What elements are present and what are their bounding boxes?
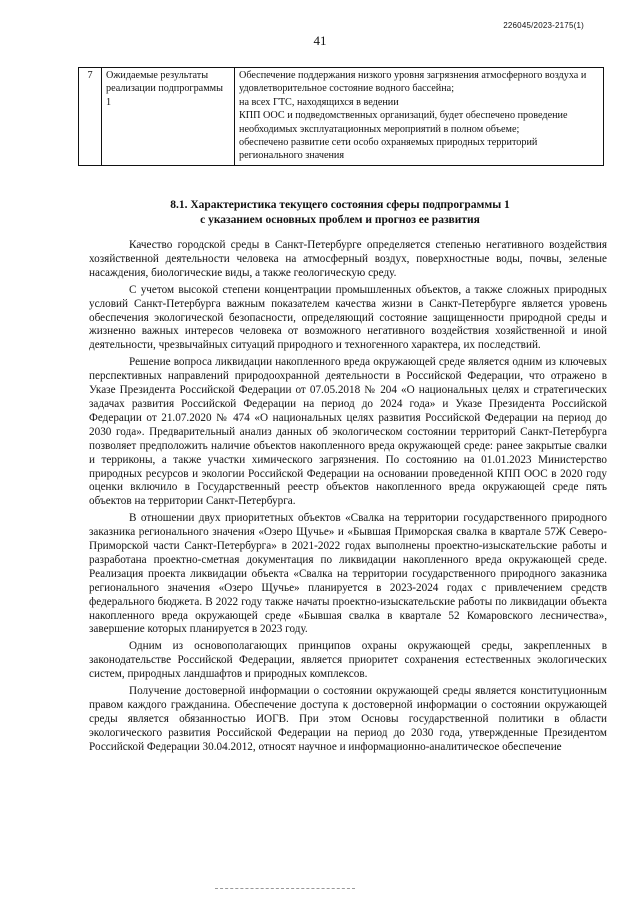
section-title-line1: 8.1. Характеристика текущего состояния сферы подпрограммы 1	[170, 199, 510, 211]
row-name: Ожидаемые результаты реализации подпрограммы 1	[102, 68, 235, 166]
paragraph: Получение достоверной информации о состоянии окружающей среды является конституционным правом каждого гражданина. Обеспечение доступа к достоверной информации о состоянии окружающей среды является обязанностью ИОГВ. При этом Основы государственной политики в области экологического развития Российской Федерации на период до 2030 года, утвержденные Президентом Российской Федерации 30.04.2012, относят научное и информационно-аналитическое обеспечение	[89, 685, 607, 753]
body-text	[89, 239, 607, 758]
row-value-line: Обеспечение поддержания низкого уровня загрязнения атмосферного воздуха и удовлетворительное состояние водного бассейна;	[239, 70, 587, 95]
section-heading	[95, 198, 585, 228]
paragraph: Решение вопроса ликвидации накопленного вреда окружающей среде является одним из ключевых перспективных направлений природоохранной деятельности в Российской Федерации, что отражено в Указе Президента Российской Федерации от 07.05.2018 № 204 «О национальных целях и стратегических задачах развития Российской Федерации на период до 2024 года» и Указе Президента Российской Федерации от 21.07.2020 № 474 «О национальных целях развития Российской Федерации на период до 2030 года». Предварительный анализ данных об экологическом состоянии территорий Санкт-Петербурга позволяет предположить наличие объектов накопленного вреда окружающей среде: ранее закрытые свалки и терриконы, а также участки химического загрязнения. По состоянию на 01.01.2023 Министерство природных ресурсов и экологии Российской Федерации на основании проведенной КПП ООС в 2020 году оценки включило в Государственный реестр объектов накопленного вреда окружающей среде пять объектов на территории Санкт-Петербурга.	[89, 356, 607, 508]
paragraph: Одним из основополагающих принципов охраны окружающей среды, закрепленных в законодательстве Российской Федерации, является приоритет сохранения естественных экологических систем, природных ландшафтов и природных комплексов.	[89, 640, 607, 681]
row-value-line: КПП ООС и подведомственных организаций, будет обеспечено проведение необходимых эксплуатационных мероприятий в полном объеме;	[239, 110, 568, 135]
row-value-line: на всех ГТС, находящихся в ведении	[239, 96, 399, 108]
paragraph: Качество городской среды в Санкт-Петербурге определяется степенью негативного воздействия хозяйственной деятельности человека на атмосферный воздух, поверхностные воды, почвы, зеленые насаждения, биологические виды, а также геологическую среду.	[89, 239, 607, 279]
document-id: 226045/2023-2175(1)	[503, 21, 584, 30]
paragraph: В отношении двух приоритетных объектов «Свалка на территории государственного природного заказника регионального значения «Озеро Щучье» и «Бывшая Приморская свалка в квартале 57Ж Северо-Приморской части Санкт-Петербурга» в 2021-2022 годах выполнены проектно-изыскательские работы и разработана проектно-сметная документация по ликвидации накопленного вреда окружающей среде. Реализация проекта ликвидации объекта «Свалка на территории государственного природного заказника регионального значения «Озеро Щучье» планируется в 2023-2024 годах с привлечением средств федерального бюджета. В 2022 году также начаты проектно-изыскательские работы по ликвидации объекта накопленного вреда окружающей среде «Бывшая свалка в квартале 52 Комаровского лесничества», завершение которых планируется в 2023 году.	[89, 512, 607, 636]
row-value	[235, 68, 604, 166]
row-number: 7	[79, 68, 102, 166]
paragraph: С учетом высокой степени концентрации промышленных объектов, а также сложных природных условий Санкт-Петербурга важным показателем качества жизни в Санкт-Петербурге является уровень обеспечения экологической безопасности, определяющий состояние защищенности природной среды и жизненно важных интересов человека от возможного негативного воздействия хозяйственной и иной деятельности, чрезвычайных ситуаций природного и техногенного характера, их последствий.	[89, 283, 607, 352]
section-title-line2: с указанием основных проблем и прогноз ее развития	[200, 214, 480, 226]
table-row	[79, 68, 604, 166]
footer-divider	[215, 888, 355, 889]
page-number: 41	[313, 33, 327, 48]
expected-results-table	[78, 67, 604, 166]
row-value-line: обеспечено развитие сети особо охраняемых природных территорий регионального значения	[239, 137, 538, 162]
